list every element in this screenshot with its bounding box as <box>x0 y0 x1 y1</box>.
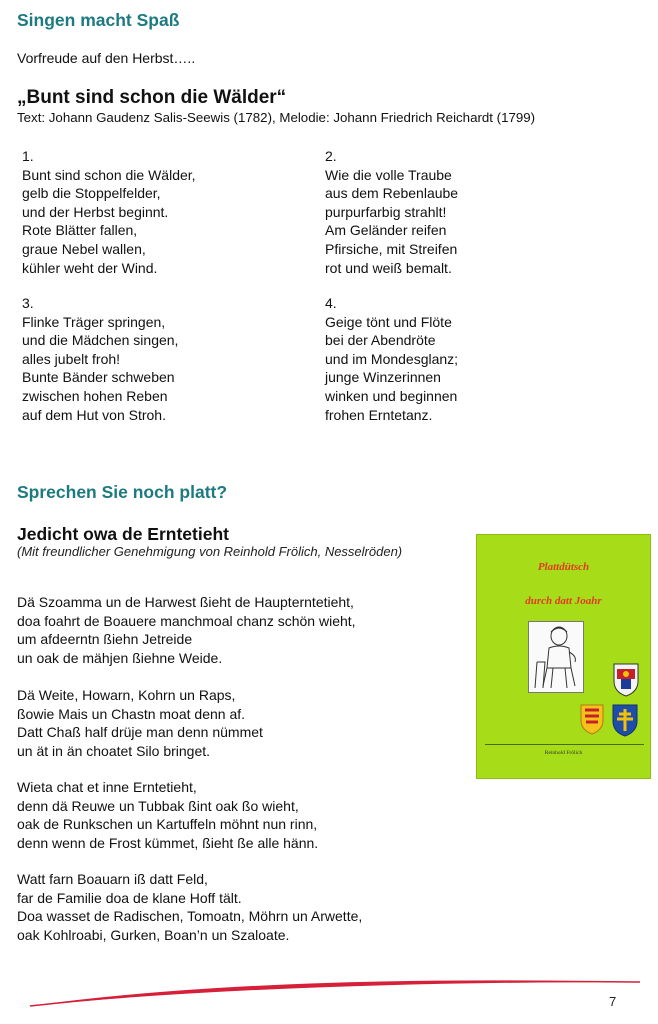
verse-line: kühler weht der Wind. <box>22 259 158 276</box>
book-title-line2: durch datt Joahr <box>525 595 602 607</box>
verse-line: Bunt sind schon die Wälder, <box>22 166 196 183</box>
verse-1 <box>22 147 196 277</box>
verse-line: alles jubelt froh! <box>22 350 121 367</box>
verse-line: und der Herbst beginnt. <box>22 203 169 220</box>
verse-number: 2. <box>325 148 337 164</box>
page-number: 7 <box>609 994 617 1009</box>
stanza-line: um afdeerntn ßiehn Jetreide <box>17 631 193 648</box>
stanza-line: ßowie Mais un Chastn moat denn af. <box>17 705 246 722</box>
footer-swoosh <box>0 968 658 1013</box>
verse-line: gelb die Stoppelfelder, <box>22 185 161 202</box>
stanza-line: oak Kohlroabi, Gurken, Boan’n un Szaloate. <box>17 926 290 943</box>
verse-line: Am Geländer reifen <box>325 222 447 239</box>
verse-line: Pfirsiche, mit Streifen <box>325 240 458 257</box>
stanza-1 <box>17 593 356 667</box>
song-title: „Bunt sind schon die Wälder“ <box>17 87 287 108</box>
intro-text: Vorfreude auf den Herbst….. <box>17 50 196 66</box>
stanza-line: denn dä Reuwe un Tubbak ßint oak ßo wieht, <box>17 797 299 814</box>
poem-credit: (Mit freundlicher Genehmigung von Reinhold Frölich, Nesselröden) <box>17 544 403 559</box>
verse-line: und im Mondesglanz; <box>325 350 459 367</box>
verse-line: purpurfarbig strahlt! <box>325 203 447 220</box>
verse-line: auf dem Hut von Stroh. <box>22 406 166 423</box>
verse-3 <box>22 294 178 424</box>
stanza-2 <box>17 686 263 760</box>
verse-line: Wie die volle Traube <box>325 166 452 183</box>
verse-line: Flinke Träger springen, <box>22 313 166 330</box>
stanza-line: Doa wasset de Radischen, Tomoatn, Möhrn un Arwette, <box>17 908 363 925</box>
verse-line: und die Mädchen singen, <box>22 332 179 349</box>
verse-number: 3. <box>22 295 34 311</box>
verse-4 <box>325 294 458 424</box>
verse-line: zwischen hohen Reben <box>22 387 168 404</box>
crest-icon <box>611 661 641 702</box>
verse-line: frohen Erntetanz. <box>325 406 433 423</box>
stanza-line: Watt farn Boauarn iß datt Feld, <box>17 871 208 887</box>
stanza-line: Dä Weite, Howarn, Kohrn un Raps, <box>17 687 236 703</box>
verse-line: rot und weiß bemalt. <box>325 259 452 276</box>
verse-line: winken und beginnen <box>325 387 458 404</box>
stanza-line: denn wenn de Frost kümmet, ßieht ße alle hänn. <box>17 834 319 851</box>
stanza-line: Dä Szoamma un de Harwest ßieht de Haupterntetieht, <box>17 594 354 610</box>
verse-number: 1. <box>22 148 34 164</box>
stanza-line: oak de Runkschen un Kartuffeln möhnt nun rinn, <box>17 816 318 833</box>
verse-2 <box>325 147 458 277</box>
verse-line: Rote Blätter fallen, <box>22 222 138 239</box>
song-credit: Text: Johann Gaudenz Salis-Seewis (1782), Melodie: Johann Friedrich Reichardt (1799) <box>17 110 536 125</box>
book-author: Reinhold Frölich <box>544 750 583 756</box>
stanza-4 <box>17 870 362 944</box>
book-title-line1: Plattdütsch <box>537 561 590 573</box>
section-heading-singen: Singen macht Spaß <box>17 10 180 30</box>
stanza-3 <box>17 778 318 852</box>
book-divider <box>485 744 644 745</box>
stanza-line: doa foahrt de Boauere manchmoal chanz schön wieht, <box>17 612 356 629</box>
stanza-line: Datt Chaß half drüje man denn nümmet <box>17 724 263 741</box>
stanza-line: un ät in än choatet Silo bringet. <box>17 742 211 759</box>
seated-man-drawing-icon <box>528 621 584 693</box>
stanza-line: Wieta chat et inne Erntetieht, <box>17 779 197 795</box>
verse-number: 4. <box>325 295 337 311</box>
verse-line: Geige tönt und Flöte <box>325 313 452 330</box>
poem-title: Jedicht owa de Erntetieht <box>17 524 229 544</box>
lions-crest-icon <box>579 703 605 740</box>
book-cover <box>476 534 651 779</box>
stanza-line: un oak de mähjen ßiehne Weide. <box>17 649 223 666</box>
verse-line: bei der Abendröte <box>325 332 436 349</box>
verse-line: Bunte Bänder schweben <box>22 369 175 386</box>
verse-line: graue Nebel wallen, <box>22 240 146 257</box>
verse-line: aus dem Rebenlaube <box>325 185 459 202</box>
cross-crest-icon <box>611 703 639 742</box>
stanza-line: far de Familie doa de klane Hoff tält. <box>17 889 242 906</box>
section-heading-platt: Sprechen Sie noch platt? <box>17 482 228 502</box>
verse-line: junge Winzerinnen <box>325 369 441 386</box>
